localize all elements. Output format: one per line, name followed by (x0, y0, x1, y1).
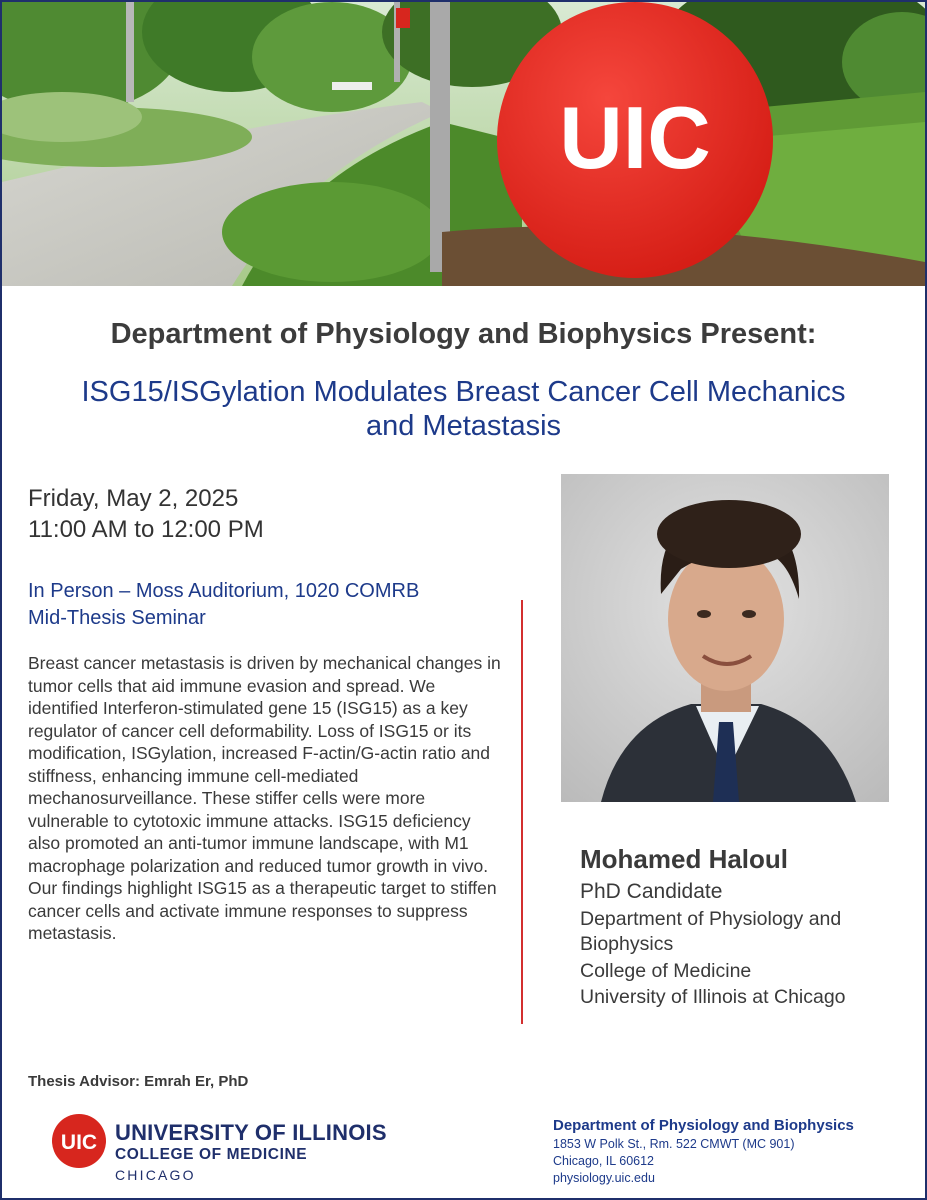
speaker-affiliation-dept: Department of Physiology and (580, 908, 842, 930)
contact-website-link[interactable]: physiology.uic.edu (553, 1171, 655, 1185)
speaker-name: Mohamed Haloul (580, 844, 789, 874)
thesis-advisor: Thesis Advisor: Emrah Er, PhD (28, 1073, 249, 1090)
presenter-heading: Department of Physiology and Biophysics Present: (110, 318, 817, 350)
logo-college: COLLEGE OF MEDICINE (115, 1146, 308, 1163)
event-venue: In Person – Moss Auditorium, 1020 COMRB (28, 580, 420, 602)
speaker-role: PhD Candidate (580, 880, 723, 903)
contact-city: Chicago, IL 60612 (553, 1154, 655, 1168)
speaker-affiliation-dept-cont: Biophysics (580, 933, 674, 955)
speaker-photo (561, 474, 889, 802)
hero-campus-photo (2, 2, 925, 286)
logo-city: CHICAGO (115, 1167, 196, 1183)
uic-logo-icon (52, 1114, 106, 1168)
contact-dept-name: Department of Physiology and Biophysics (553, 1117, 854, 1134)
uic-logo-text: UIC (60, 1131, 98, 1154)
speaker-affiliation-college: College of Medicine (580, 960, 752, 982)
event-date: Friday, May 2, 2025 (28, 485, 239, 512)
contact-street: 1853 W Polk St., Rm. 522 CMWT (MC 901) (553, 1137, 795, 1151)
abstract-text: Breast cancer metastasis is driven by mechanical changes in tumor cells that aid immune evasion and spread. We identified Interferon-stimulated gene 15 (ISG15) as a key regulator of cancer cell deformability. Loss of ISG15 or its modification, ISGylation, increased F-actin/G-actin ratio and stiffness, enhancing immune cell-mediated mechanosurveillance. These stiffer cells were more vulnerable to cytotoxic immune attacks. ISG15 deficiency also promoted an anti-tumor immune landscape, with M1 macrophage polarization and reduced tumor growth in vivo. Our findings highlight ISG15 as a therapeutic target to stiffen cancer cells and activate immune responses to suppress metastasis. (28, 653, 501, 943)
seminar-type: Mid-Thesis Seminar (28, 607, 206, 629)
event-time: 11:00 AM to 12:00 PM (28, 516, 264, 543)
logo-university: UNIVERSITY OF ILLINOIS (115, 1120, 387, 1145)
uic-sign-text: UIC (559, 88, 711, 187)
speaker-affiliation-university: University of Illinois at Chicago (580, 986, 846, 1008)
red-divider-line (521, 600, 523, 1024)
talk-title: ISG15/ISGylation Modulates Breast Cancer Cell Mechanics and Metastasis (81, 376, 846, 442)
